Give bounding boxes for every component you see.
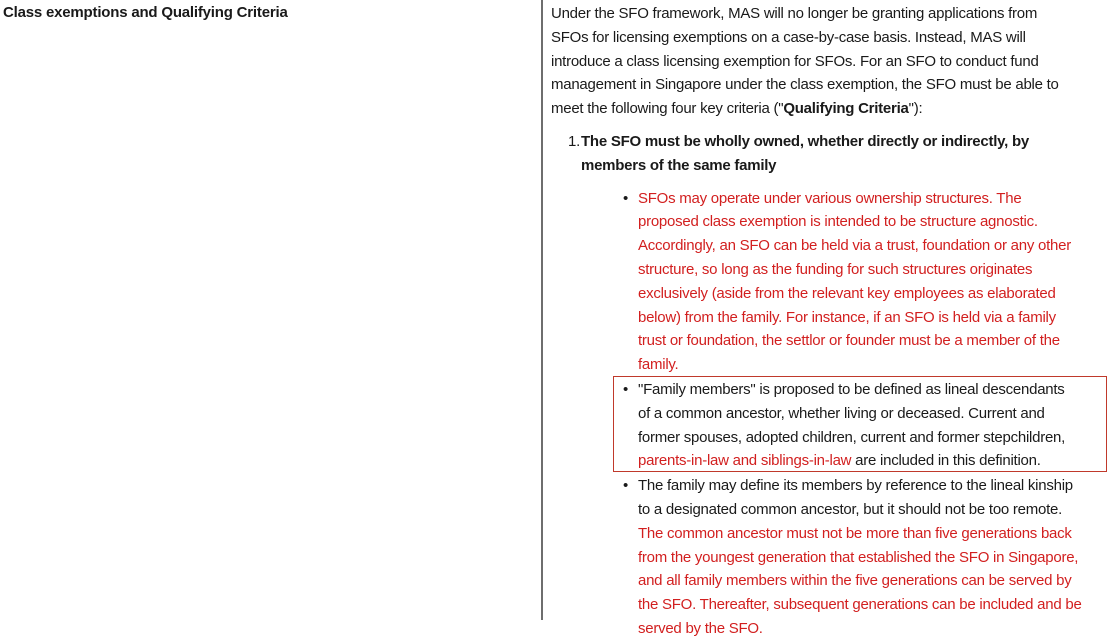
intro-text: Under the SFO framework, MAS will no longer be granting applications from SFOs for licensing exemptions on a case-by-case basis. Instead, MAS will introduce a class licensing exemption for SFOs. For an SFO to conduct fund management in Singapore under the class exemption, the SFO must be able to meet the following four key criteria (" [551, 5, 1059, 118]
right-column [551, 2, 1082, 637]
bullet-text-family-members-end: are included in this definition. [851, 452, 1041, 470]
bullet-highlight-generations: The common ancestor must not be more than five generations back from the youngest generation that established the SFO in Singapore, and all family members within the five generations can be served by the SFO. Thereafter, subsequent generations can be included and be served by the SFO. [638, 524, 1082, 637]
bullet-dot-icon: • [623, 380, 629, 398]
intro-bold-term: Qualifying Criteria [783, 100, 909, 118]
bullet-dot-icon: • [623, 189, 629, 207]
bullet-text-family-members: "Family members" is proposed to be defined as lineal descendants of a common ancestor, whether living or deceased. Current and former spouses, adopted children, current and former stepchildren, [638, 380, 1066, 446]
bullet-item-common-ancestor [623, 474, 1083, 641]
bullet-item-ownership [623, 187, 1083, 377]
item-1-text: The SFO must be wholly owned, whether directly or indirectly, by members of the same family [581, 132, 1029, 174]
bullet-highlight-in-law: parents-in-law and siblings-in-law [638, 452, 852, 470]
bullet-list [551, 187, 1080, 641]
intro-paragraph [551, 2, 1071, 121]
bullet-dot-icon: • [623, 477, 629, 495]
bullet-item-family-members [623, 378, 1078, 473]
bullet-text-ownership: SFOs may operate under various ownership structures. The proposed class exemption is intended to be structure agnostic. Accordingly, an SFO can be held via a trust, foundation or any other structure, so long as the funding for such structures originates exclusively (aside from the relevant key employees as elaborated below) from the family. For instance, if an SFO is held via a family trust or foundation, the settlor or founder must be a member of the family. [638, 189, 1071, 374]
intro-end: "): [908, 100, 923, 118]
bullet-text-common-ancestor: The family may define its members by reference to the lineal kinship to a designated common ancestor, but it should not be too remote. [638, 477, 1073, 518]
section-heading: Class exemptions and Qualifying Criteria [3, 4, 288, 21]
item-number: 1. [568, 132, 581, 150]
left-column [0, 0, 543, 620]
numbered-item-1 [568, 130, 1061, 178]
